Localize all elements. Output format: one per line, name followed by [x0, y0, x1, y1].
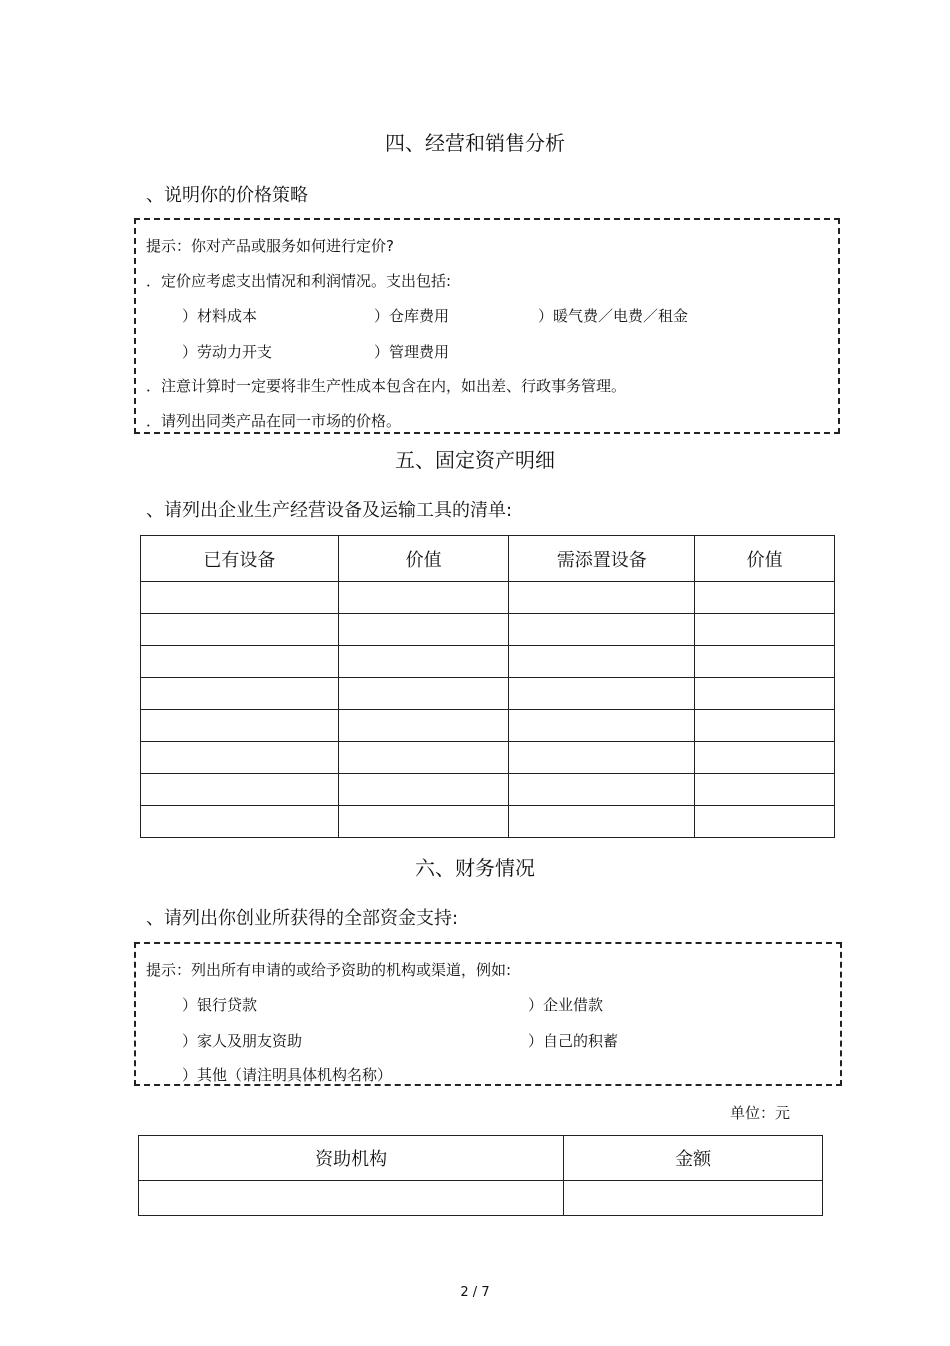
section4-title: 四、经营和销售分析 — [385, 131, 565, 155]
table-cell[interactable] — [509, 806, 695, 838]
hint-option: ）企业借款 — [528, 996, 604, 1014]
column-header: 资助机构 — [139, 1136, 564, 1181]
table-header-row — [139, 1136, 823, 1181]
table-cell[interactable] — [509, 614, 695, 646]
unit-label: 单位：元 — [730, 1104, 791, 1122]
funding-table-body — [139, 1181, 823, 1216]
table-row — [141, 774, 835, 806]
table-cell[interactable] — [695, 614, 835, 646]
hint-option: ）银行贷款 — [182, 996, 258, 1014]
table-cell[interactable] — [509, 742, 695, 774]
hint-line: ．请列出同类产品在同一市场的价格。 — [146, 412, 402, 430]
table-row — [141, 582, 835, 614]
table-cell[interactable] — [141, 742, 339, 774]
table-row — [141, 710, 835, 742]
table-cell[interactable] — [509, 774, 695, 806]
table-header-row — [141, 536, 835, 582]
column-header: 价值 — [695, 536, 835, 582]
table-row — [141, 678, 835, 710]
hint-option: ）管理费用 — [374, 343, 450, 361]
table-cell[interactable] — [141, 646, 339, 678]
table-cell[interactable] — [695, 806, 835, 838]
table-row — [141, 742, 835, 774]
table-cell[interactable] — [141, 806, 339, 838]
column-header: 已有设备 — [141, 536, 339, 582]
hint-option: ）其他（请注明具体机构名称） — [182, 1066, 393, 1084]
funding-table — [138, 1135, 823, 1216]
table-cell[interactable] — [338, 710, 509, 742]
hint-option: ）材料成本 — [182, 307, 258, 325]
column-header: 需添置设备 — [509, 536, 695, 582]
table-cell[interactable] — [509, 646, 695, 678]
table-cell[interactable] — [338, 646, 509, 678]
table-row — [141, 614, 835, 646]
column-header: 金额 — [564, 1136, 823, 1181]
table-cell[interactable] — [695, 742, 835, 774]
section4-question: 、说明你的价格策略 — [146, 185, 308, 206]
pricing-hint-box — [134, 218, 840, 434]
table-cell[interactable] — [141, 614, 339, 646]
hint-option: ）暖气费／电费／租金 — [538, 307, 689, 325]
table-cell[interactable] — [564, 1181, 823, 1216]
table-cell[interactable] — [139, 1181, 564, 1216]
section6-title: 六、财务情况 — [415, 856, 535, 880]
equipment-table-body — [141, 582, 835, 838]
page-number: 2 / 7 — [460, 1285, 490, 1300]
section5-question: 、请列出企业生产经营设备及运输工具的清单: — [146, 500, 513, 521]
hint-line: ．注意计算时一定要将非生产性成本包含在内，如出差、行政事务管理。 — [146, 377, 627, 395]
table-cell[interactable] — [695, 678, 835, 710]
section6-question: 、请列出你创业所获得的全部资金支持: — [146, 908, 459, 929]
table-cell[interactable] — [338, 582, 509, 614]
equipment-table — [140, 535, 835, 838]
table-cell[interactable] — [509, 582, 695, 614]
hint-option: ）家人及朋友资助 — [182, 1032, 303, 1050]
hint-intro: 提示：列出所有申请的或给予资助的机构或渠道，例如: — [146, 961, 512, 979]
table-cell[interactable] — [695, 710, 835, 742]
table-cell[interactable] — [141, 774, 339, 806]
table-cell[interactable] — [695, 582, 835, 614]
table-cell[interactable] — [509, 678, 695, 710]
section5-title: 五、固定资产明细 — [395, 448, 555, 472]
hint-intro: 提示：你对产品或服务如何进行定价? — [146, 237, 394, 255]
table-cell[interactable] — [338, 678, 509, 710]
table-cell[interactable] — [338, 742, 509, 774]
table-cell[interactable] — [338, 806, 509, 838]
hint-option: ）劳动力开支 — [182, 343, 273, 361]
table-row — [141, 646, 835, 678]
table-row — [139, 1181, 823, 1216]
table-cell[interactable] — [338, 774, 509, 806]
table-cell[interactable] — [141, 710, 339, 742]
table-cell[interactable] — [338, 614, 509, 646]
hint-option: ）仓库费用 — [374, 307, 450, 325]
table-cell[interactable] — [695, 774, 835, 806]
hint-line: ．定价应考虑支出情况和利润情况。支出包括: — [146, 272, 452, 290]
table-cell[interactable] — [141, 678, 339, 710]
table-cell[interactable] — [141, 582, 339, 614]
table-cell[interactable] — [509, 710, 695, 742]
table-row — [141, 806, 835, 838]
funding-hint-box — [134, 942, 842, 1086]
hint-option: ）自己的积蓄 — [528, 1032, 619, 1050]
table-cell[interactable] — [695, 646, 835, 678]
column-header: 价值 — [338, 536, 509, 582]
